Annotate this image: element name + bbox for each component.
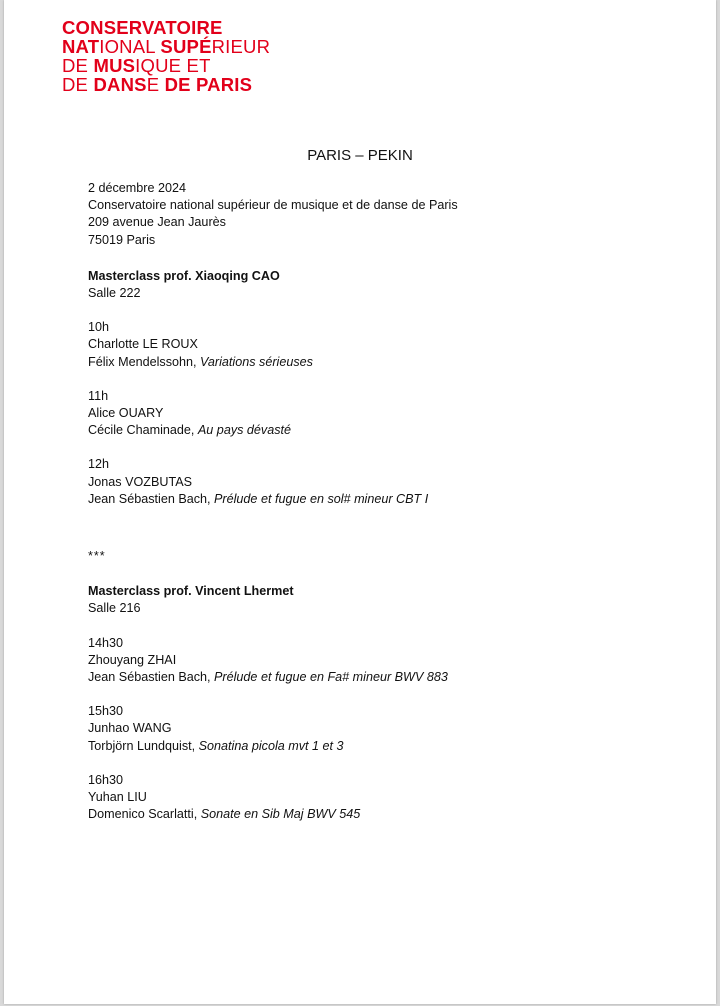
logo-line-1: CONSERVATOIRE (62, 17, 223, 38)
slot-work: Prélude et fugue en sol# mineur CBT I (214, 491, 429, 506)
masterclass-1-heading (88, 268, 688, 302)
schedule-slot (88, 388, 688, 440)
document-body (88, 180, 688, 840)
slot-time: 15h30 (88, 704, 124, 719)
slot-repertoire (88, 354, 688, 371)
slot-student: Charlotte LE ROUX (88, 337, 198, 352)
masterclass-room: Salle 216 (88, 601, 141, 616)
slot-composer: Jean Sébastien Bach, (88, 670, 215, 685)
schedule-slot (88, 703, 688, 755)
schedule-slot (88, 772, 688, 824)
logo-line-2: NATIONAL SUPÉRIEUR (62, 36, 271, 57)
header-block (88, 180, 688, 249)
address-street: 209 avenue Jean Jaurès (88, 215, 226, 230)
slot-repertoire (88, 422, 688, 439)
slot-time: 12h (88, 457, 110, 472)
section-separator: *** (88, 549, 106, 564)
logo-line-4: DE DANSE DE PARIS (62, 74, 253, 95)
slot-student: Yuhan LIU (88, 790, 147, 805)
schedule-slot (88, 635, 688, 687)
masterclass-title: Masterclass prof. Xiaoqing CAO (88, 268, 280, 283)
masterclass-room: Salle 222 (88, 286, 141, 301)
slot-composer: Jean Sébastien Bach, (88, 491, 215, 506)
slot-student: Alice OUARY (88, 406, 164, 421)
date: 2 décembre 2024 (88, 181, 187, 195)
slot-student: Jonas VOZBUTAS (88, 474, 193, 489)
schedule-slot (88, 456, 688, 508)
slot-repertoire (88, 738, 688, 755)
slot-repertoire (88, 669, 688, 686)
slot-composer: Félix Mendelssohn, (88, 354, 200, 369)
schedule-slot (88, 319, 688, 371)
slot-work: Variations sérieuses (200, 354, 313, 369)
document-title: PARIS – PEKIN (307, 147, 413, 164)
slot-work: Sonate en Sib Maj BWV 545 (200, 807, 361, 822)
conservatoire-logo (62, 18, 270, 94)
slot-work: Au pays dévasté (197, 423, 292, 438)
masterclass-2-heading (88, 583, 688, 617)
document-page (4, 0, 716, 1004)
institution: Conservatoire national supérieur de musique et de danse de Paris (88, 198, 458, 213)
slot-work: Prélude et fugue en Fa# mineur BWV 883 (214, 670, 448, 685)
slot-time: 16h30 (88, 772, 124, 787)
slot-work: Sonatina picola mvt 1 et 3 (198, 738, 344, 753)
slot-student: Junhao WANG (88, 721, 172, 736)
masterclass-title: Masterclass prof. Vincent Lhermet (88, 584, 294, 599)
slot-time: 14h30 (88, 635, 124, 650)
slot-student: Zhouyang ZHAI (88, 652, 177, 667)
slot-time: 10h (88, 320, 110, 335)
slot-composer: Torbjörn Lundquist, (88, 738, 199, 753)
slot-composer: Domenico Scarlatti, (88, 807, 201, 822)
logo-line-3: DE MUSIQUE ET (62, 55, 211, 76)
slot-repertoire (88, 491, 688, 508)
slot-time: 11h (88, 388, 109, 403)
slot-repertoire (88, 806, 688, 823)
slot-composer: Cécile Chaminade, (88, 423, 198, 438)
address-city: 75019 Paris (88, 232, 156, 247)
